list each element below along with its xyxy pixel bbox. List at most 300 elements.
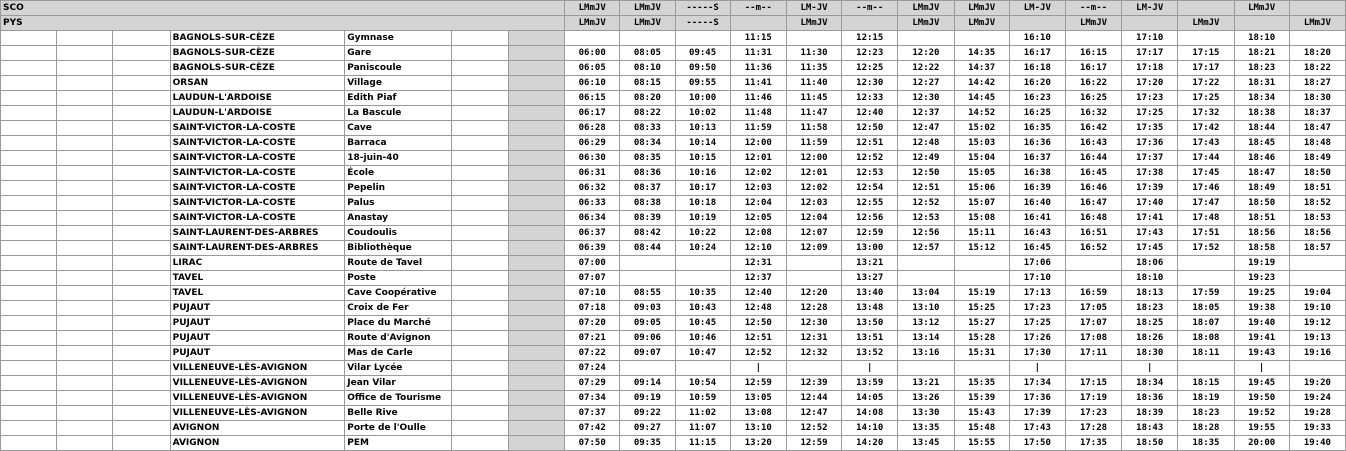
time-cell: 12:52 (786, 421, 841, 436)
empty-cell (57, 361, 113, 376)
time-cell: 12:30 (898, 91, 954, 106)
empty-cell (57, 286, 113, 301)
time-cell: 12:07 (786, 226, 841, 241)
time-cell: 11:46 (730, 91, 786, 106)
time-cell: 19:50 (1234, 391, 1289, 406)
stop-name: Cave Coopérative (345, 286, 451, 301)
empty-cell (57, 346, 113, 361)
time-cell: 13:20 (730, 436, 786, 451)
empty-cell (451, 436, 508, 451)
time-cell: 08:39 (620, 211, 675, 226)
table-row (1, 316, 1346, 331)
empty-cell (1, 106, 57, 121)
time-cell: 19:13 (1289, 331, 1345, 346)
time-cell (954, 31, 1009, 46)
empty-cell (1, 136, 57, 151)
time-cell: 19:38 (1234, 301, 1289, 316)
time-cell: 12:55 (842, 196, 898, 211)
time-cell: 09:19 (620, 391, 675, 406)
time-cell: 10:02 (675, 106, 730, 121)
time-cell: 09:05 (620, 316, 675, 331)
time-cell: 15:04 (954, 151, 1009, 166)
time-cell: 12:59 (730, 376, 786, 391)
time-cell: 18:27 (1289, 76, 1345, 91)
time-cell: 17:41 (1122, 211, 1178, 226)
empty-cell (508, 391, 564, 406)
time-cell: 18:30 (1289, 91, 1345, 106)
empty-cell (508, 91, 564, 106)
time-cell: 16:17 (1009, 46, 1065, 61)
time-cell: 17:22 (1178, 76, 1234, 91)
time-cell: 12:30 (842, 76, 898, 91)
time-cell: 08:10 (620, 61, 675, 76)
empty-cell (508, 181, 564, 196)
time-cell: 10:16 (675, 166, 730, 181)
table-row (1, 61, 1346, 76)
time-cell: 06:15 (565, 91, 620, 106)
empty-cell (508, 136, 564, 151)
time-cell: 17:35 (1122, 121, 1178, 136)
time-cell: 06:32 (565, 181, 620, 196)
time-cell: 18:45 (1234, 136, 1289, 151)
empty-cell (508, 421, 564, 436)
time-cell (620, 31, 675, 46)
commune-name: AVIGNON (170, 436, 345, 451)
time-cell: 12:52 (730, 346, 786, 361)
empty-cell (451, 331, 508, 346)
empty-cell (508, 376, 564, 391)
table-row (1, 361, 1346, 376)
time-cell: 13:21 (898, 376, 954, 391)
time-cell: 09:45 (675, 46, 730, 61)
time-cell: 14:35 (954, 46, 1009, 61)
empty-cell (113, 346, 170, 361)
time-cell: 15:31 (954, 346, 1009, 361)
time-cell: 18:07 (1178, 316, 1234, 331)
stop-name: Barraca (345, 136, 451, 151)
time-cell: 11:48 (730, 106, 786, 121)
stop-name: Anastay (345, 211, 451, 226)
commune-name: SAINT-VICTOR-LA-COSTE (170, 196, 345, 211)
empty-cell (113, 421, 170, 436)
time-cell: 16:10 (1009, 31, 1065, 46)
time-cell: 12:03 (786, 196, 841, 211)
empty-cell (57, 136, 113, 151)
time-cell: 11:59 (730, 121, 786, 136)
time-cell: 18:44 (1234, 121, 1289, 136)
time-cell: 12:50 (730, 316, 786, 331)
time-cell: 15:35 (954, 376, 1009, 391)
stop-name: PEM (345, 436, 451, 451)
time-cell: 18:06 (1122, 256, 1178, 271)
empty-cell (451, 346, 508, 361)
time-cell: 17:39 (1122, 181, 1178, 196)
header-label: PYS (1, 16, 565, 31)
time-cell: 12:25 (842, 61, 898, 76)
time-cell: 12:15 (842, 31, 898, 46)
time-cell: 11:15 (675, 436, 730, 451)
time-cell: 14:42 (954, 76, 1009, 91)
time-cell (954, 361, 1009, 376)
time-cell: 09:27 (620, 421, 675, 436)
empty-cell (57, 316, 113, 331)
time-cell (1289, 361, 1345, 376)
time-cell: 17:23 (1009, 301, 1065, 316)
stop-name: Route d'Avignon (345, 331, 451, 346)
time-cell: 17:50 (1009, 436, 1065, 451)
time-cell: 19:24 (1289, 391, 1345, 406)
time-cell: 17:37 (1122, 151, 1178, 166)
empty-cell (508, 166, 564, 181)
time-cell: 10:17 (675, 181, 730, 196)
time-cell: 15:48 (954, 421, 1009, 436)
empty-cell (508, 61, 564, 76)
empty-cell (1, 226, 57, 241)
commune-name: SAINT-VICTOR-LA-COSTE (170, 136, 345, 151)
time-cell: 19:04 (1289, 286, 1345, 301)
time-cell: 12:53 (842, 166, 898, 181)
time-cell (1178, 256, 1234, 271)
empty-cell (113, 151, 170, 166)
time-cell: 12:48 (730, 301, 786, 316)
commune-name: BAGNOLS-SUR-CÈZE (170, 46, 345, 61)
time-cell: 16:25 (1009, 106, 1065, 121)
empty-cell (451, 196, 508, 211)
time-cell: 12:40 (842, 106, 898, 121)
empty-cell (451, 271, 508, 286)
empty-cell (1, 376, 57, 391)
time-cell: 08:44 (620, 241, 675, 256)
time-cell: 09:55 (675, 76, 730, 91)
stop-name: Croix de Fer (345, 301, 451, 316)
time-cell (620, 256, 675, 271)
time-cell: 17:15 (1065, 376, 1121, 391)
empty-cell (1, 121, 57, 136)
time-cell: 19:25 (1234, 286, 1289, 301)
time-cell (1289, 31, 1345, 46)
stop-name: École (345, 166, 451, 181)
empty-cell (451, 211, 508, 226)
header-cell: --m-- (1065, 1, 1121, 16)
time-cell: 08:34 (620, 136, 675, 151)
time-cell: 12:10 (730, 241, 786, 256)
time-cell: 10:22 (675, 226, 730, 241)
time-cell (675, 361, 730, 376)
empty-cell (1, 211, 57, 226)
time-cell: 10:13 (675, 121, 730, 136)
time-cell: 12:28 (786, 301, 841, 316)
time-cell: 11:59 (786, 136, 841, 151)
time-cell: 18:56 (1234, 226, 1289, 241)
time-cell (1065, 256, 1121, 271)
time-cell: 12:01 (730, 151, 786, 166)
empty-cell (113, 376, 170, 391)
empty-cell (451, 301, 508, 316)
time-cell: 14:08 (842, 406, 898, 421)
empty-cell (113, 76, 170, 91)
stop-name: Route de Tavel (345, 256, 451, 271)
empty-cell (1, 241, 57, 256)
time-cell: 18:51 (1289, 181, 1345, 196)
empty-cell (113, 196, 170, 211)
time-cell: 19:12 (1289, 316, 1345, 331)
time-cell: 12:31 (786, 331, 841, 346)
time-cell: 10:24 (675, 241, 730, 256)
table-row (1, 271, 1346, 286)
time-cell: 17:45 (1122, 241, 1178, 256)
time-cell: 08:05 (620, 46, 675, 61)
time-cell: 16:51 (1065, 226, 1121, 241)
empty-cell (451, 166, 508, 181)
time-cell: 10:47 (675, 346, 730, 361)
header-cell: LM-JV (1009, 1, 1065, 16)
time-cell: 16:39 (1009, 181, 1065, 196)
empty-cell (57, 256, 113, 271)
time-cell: 12:52 (898, 196, 954, 211)
time-cell: 13:26 (898, 391, 954, 406)
empty-cell (113, 286, 170, 301)
empty-cell (57, 301, 113, 316)
time-cell (1065, 31, 1121, 46)
time-cell: 12:47 (786, 406, 841, 421)
time-cell: 20:00 (1234, 436, 1289, 451)
empty-cell (1, 46, 57, 61)
time-cell: 07:07 (565, 271, 620, 286)
commune-name: VILLENEUVE-LÈS-AVIGNON (170, 391, 345, 406)
empty-cell (508, 31, 564, 46)
time-cell: 13:14 (898, 331, 954, 346)
time-cell: 13:21 (842, 256, 898, 271)
time-cell: 16:43 (1065, 136, 1121, 151)
time-cell: 09:22 (620, 406, 675, 421)
time-cell: 12:56 (842, 211, 898, 226)
time-cell: 07:50 (565, 436, 620, 451)
time-cell: 16:38 (1009, 166, 1065, 181)
time-cell: 13:50 (842, 316, 898, 331)
commune-name: PUJAUT (170, 331, 345, 346)
empty-cell (1, 316, 57, 331)
time-cell: 07:34 (565, 391, 620, 406)
time-cell: 08:37 (620, 181, 675, 196)
header-cell (1009, 16, 1065, 31)
empty-cell (451, 31, 508, 46)
time-cell: 10:15 (675, 151, 730, 166)
time-cell: 12:31 (730, 256, 786, 271)
time-cell: 10:19 (675, 211, 730, 226)
empty-cell (1, 361, 57, 376)
time-cell: 16:17 (1065, 61, 1121, 76)
table-row (1, 121, 1346, 136)
time-cell: 13:59 (842, 376, 898, 391)
empty-cell (1, 76, 57, 91)
time-cell: 15:02 (954, 121, 1009, 136)
time-cell: 17:39 (1009, 406, 1065, 421)
time-cell: 11:40 (786, 76, 841, 91)
commune-name: LIRAC (170, 256, 345, 271)
table-row (1, 211, 1346, 226)
empty-cell (508, 211, 564, 226)
time-cell: 18:48 (1289, 136, 1345, 151)
stop-name: Belle Rive (345, 406, 451, 421)
empty-cell (1, 256, 57, 271)
time-cell: 13:05 (730, 391, 786, 406)
empty-cell (451, 46, 508, 61)
time-cell: 17:42 (1178, 121, 1234, 136)
time-cell: 18:50 (1122, 436, 1178, 451)
empty-cell (1, 346, 57, 361)
header-cell: --m-- (842, 1, 898, 16)
empty-cell (113, 271, 170, 286)
empty-cell (508, 226, 564, 241)
table-row (1, 391, 1346, 406)
empty-cell (113, 46, 170, 61)
header-cell (1122, 16, 1178, 31)
time-cell: 12:03 (730, 181, 786, 196)
header-cell: LMmJV (1065, 16, 1121, 31)
time-cell: 18:08 (1178, 331, 1234, 346)
empty-cell (113, 406, 170, 421)
empty-cell (57, 106, 113, 121)
time-cell: 12:51 (842, 136, 898, 151)
time-cell: 17:23 (1122, 91, 1178, 106)
header-cell: LMmJV (954, 1, 1009, 16)
empty-cell (113, 166, 170, 181)
time-cell: 12:20 (786, 286, 841, 301)
time-cell: 08:55 (620, 286, 675, 301)
time-cell: 17:48 (1178, 211, 1234, 226)
stop-name: Gymnase (345, 31, 451, 46)
time-cell: 11:58 (786, 121, 841, 136)
empty-cell (451, 121, 508, 136)
stop-name: Palus (345, 196, 451, 211)
table-row (1, 406, 1346, 421)
empty-cell (1, 61, 57, 76)
time-cell: 18:52 (1289, 196, 1345, 211)
time-cell: 12:05 (730, 211, 786, 226)
empty-cell (451, 406, 508, 421)
time-cell: 13:10 (898, 301, 954, 316)
time-cell: 12:23 (842, 46, 898, 61)
time-cell: 18:49 (1289, 151, 1345, 166)
empty-cell (113, 211, 170, 226)
time-cell: 13:35 (898, 421, 954, 436)
empty-cell (451, 226, 508, 241)
header-row (1, 16, 1346, 31)
time-cell: 13:12 (898, 316, 954, 331)
table-row (1, 346, 1346, 361)
commune-name: SAINT-LAURENT-DES-ARBRES (170, 226, 345, 241)
time-cell: 12:59 (786, 436, 841, 451)
stop-name: Place du Marché (345, 316, 451, 331)
time-cell: 18:47 (1234, 166, 1289, 181)
time-cell: 17:05 (1065, 301, 1121, 316)
time-cell: 17:40 (1122, 196, 1178, 211)
time-cell: 10:59 (675, 391, 730, 406)
stop-name: Gare (345, 46, 451, 61)
empty-cell (508, 301, 564, 316)
header-cell: LMmJV (565, 16, 620, 31)
commune-name: SAINT-LAURENT-DES-ARBRES (170, 241, 345, 256)
empty-cell (113, 436, 170, 451)
time-cell: 06:00 (565, 46, 620, 61)
time-cell: 13:00 (842, 241, 898, 256)
empty-cell (113, 331, 170, 346)
time-cell: 18:30 (1122, 346, 1178, 361)
time-cell: 17:59 (1178, 286, 1234, 301)
time-cell: 18:20 (1289, 46, 1345, 61)
header-cell: LMmJV (1289, 16, 1345, 31)
empty-cell (508, 256, 564, 271)
time-cell: 16:52 (1065, 241, 1121, 256)
time-cell: 19:40 (1234, 316, 1289, 331)
time-cell: 18:49 (1234, 181, 1289, 196)
time-cell: 16:59 (1065, 286, 1121, 301)
time-cell: 12:51 (730, 331, 786, 346)
table-row (1, 436, 1346, 451)
empty-cell (508, 196, 564, 211)
time-cell: 14:10 (842, 421, 898, 436)
empty-cell (451, 106, 508, 121)
time-cell: | (730, 361, 786, 376)
empty-cell (508, 76, 564, 91)
empty-cell (1, 196, 57, 211)
header-cell: LMmJV (898, 16, 954, 31)
stop-name: Mas de Carle (345, 346, 451, 361)
empty-cell (113, 361, 170, 376)
time-cell: 18:23 (1178, 406, 1234, 421)
time-cell: 12:40 (730, 286, 786, 301)
commune-name: LAUDUN-L'ARDOISE (170, 106, 345, 121)
time-cell: 06:17 (565, 106, 620, 121)
time-cell: 17:11 (1065, 346, 1121, 361)
empty-cell (113, 316, 170, 331)
time-cell: 16:46 (1065, 181, 1121, 196)
time-cell: 14:45 (954, 91, 1009, 106)
time-cell: 18:15 (1178, 376, 1234, 391)
time-cell: 10:45 (675, 316, 730, 331)
time-cell (620, 361, 675, 376)
time-cell: 16:22 (1065, 76, 1121, 91)
time-cell: 13:08 (730, 406, 786, 421)
empty-cell (57, 376, 113, 391)
time-cell: 18:10 (1122, 271, 1178, 286)
time-cell: 13:48 (842, 301, 898, 316)
time-cell: 10:18 (675, 196, 730, 211)
table-row (1, 136, 1346, 151)
empty-cell (508, 436, 564, 451)
stop-name: Paniscoule (345, 61, 451, 76)
time-cell: 06:39 (565, 241, 620, 256)
table-row (1, 181, 1346, 196)
time-cell: 19:28 (1289, 406, 1345, 421)
empty-cell (508, 271, 564, 286)
time-cell (1065, 361, 1121, 376)
commune-name: SAINT-VICTOR-LA-COSTE (170, 166, 345, 181)
empty-cell (451, 421, 508, 436)
time-cell: 17:08 (1065, 331, 1121, 346)
empty-cell (113, 121, 170, 136)
time-cell: 12:49 (898, 151, 954, 166)
time-cell: 08:33 (620, 121, 675, 136)
empty-cell (451, 91, 508, 106)
time-cell: 17:43 (1009, 421, 1065, 436)
time-cell: 13:27 (842, 271, 898, 286)
time-cell (898, 256, 954, 271)
time-cell: 18:37 (1289, 106, 1345, 121)
empty-cell (57, 181, 113, 196)
empty-cell (57, 76, 113, 91)
empty-cell (57, 151, 113, 166)
